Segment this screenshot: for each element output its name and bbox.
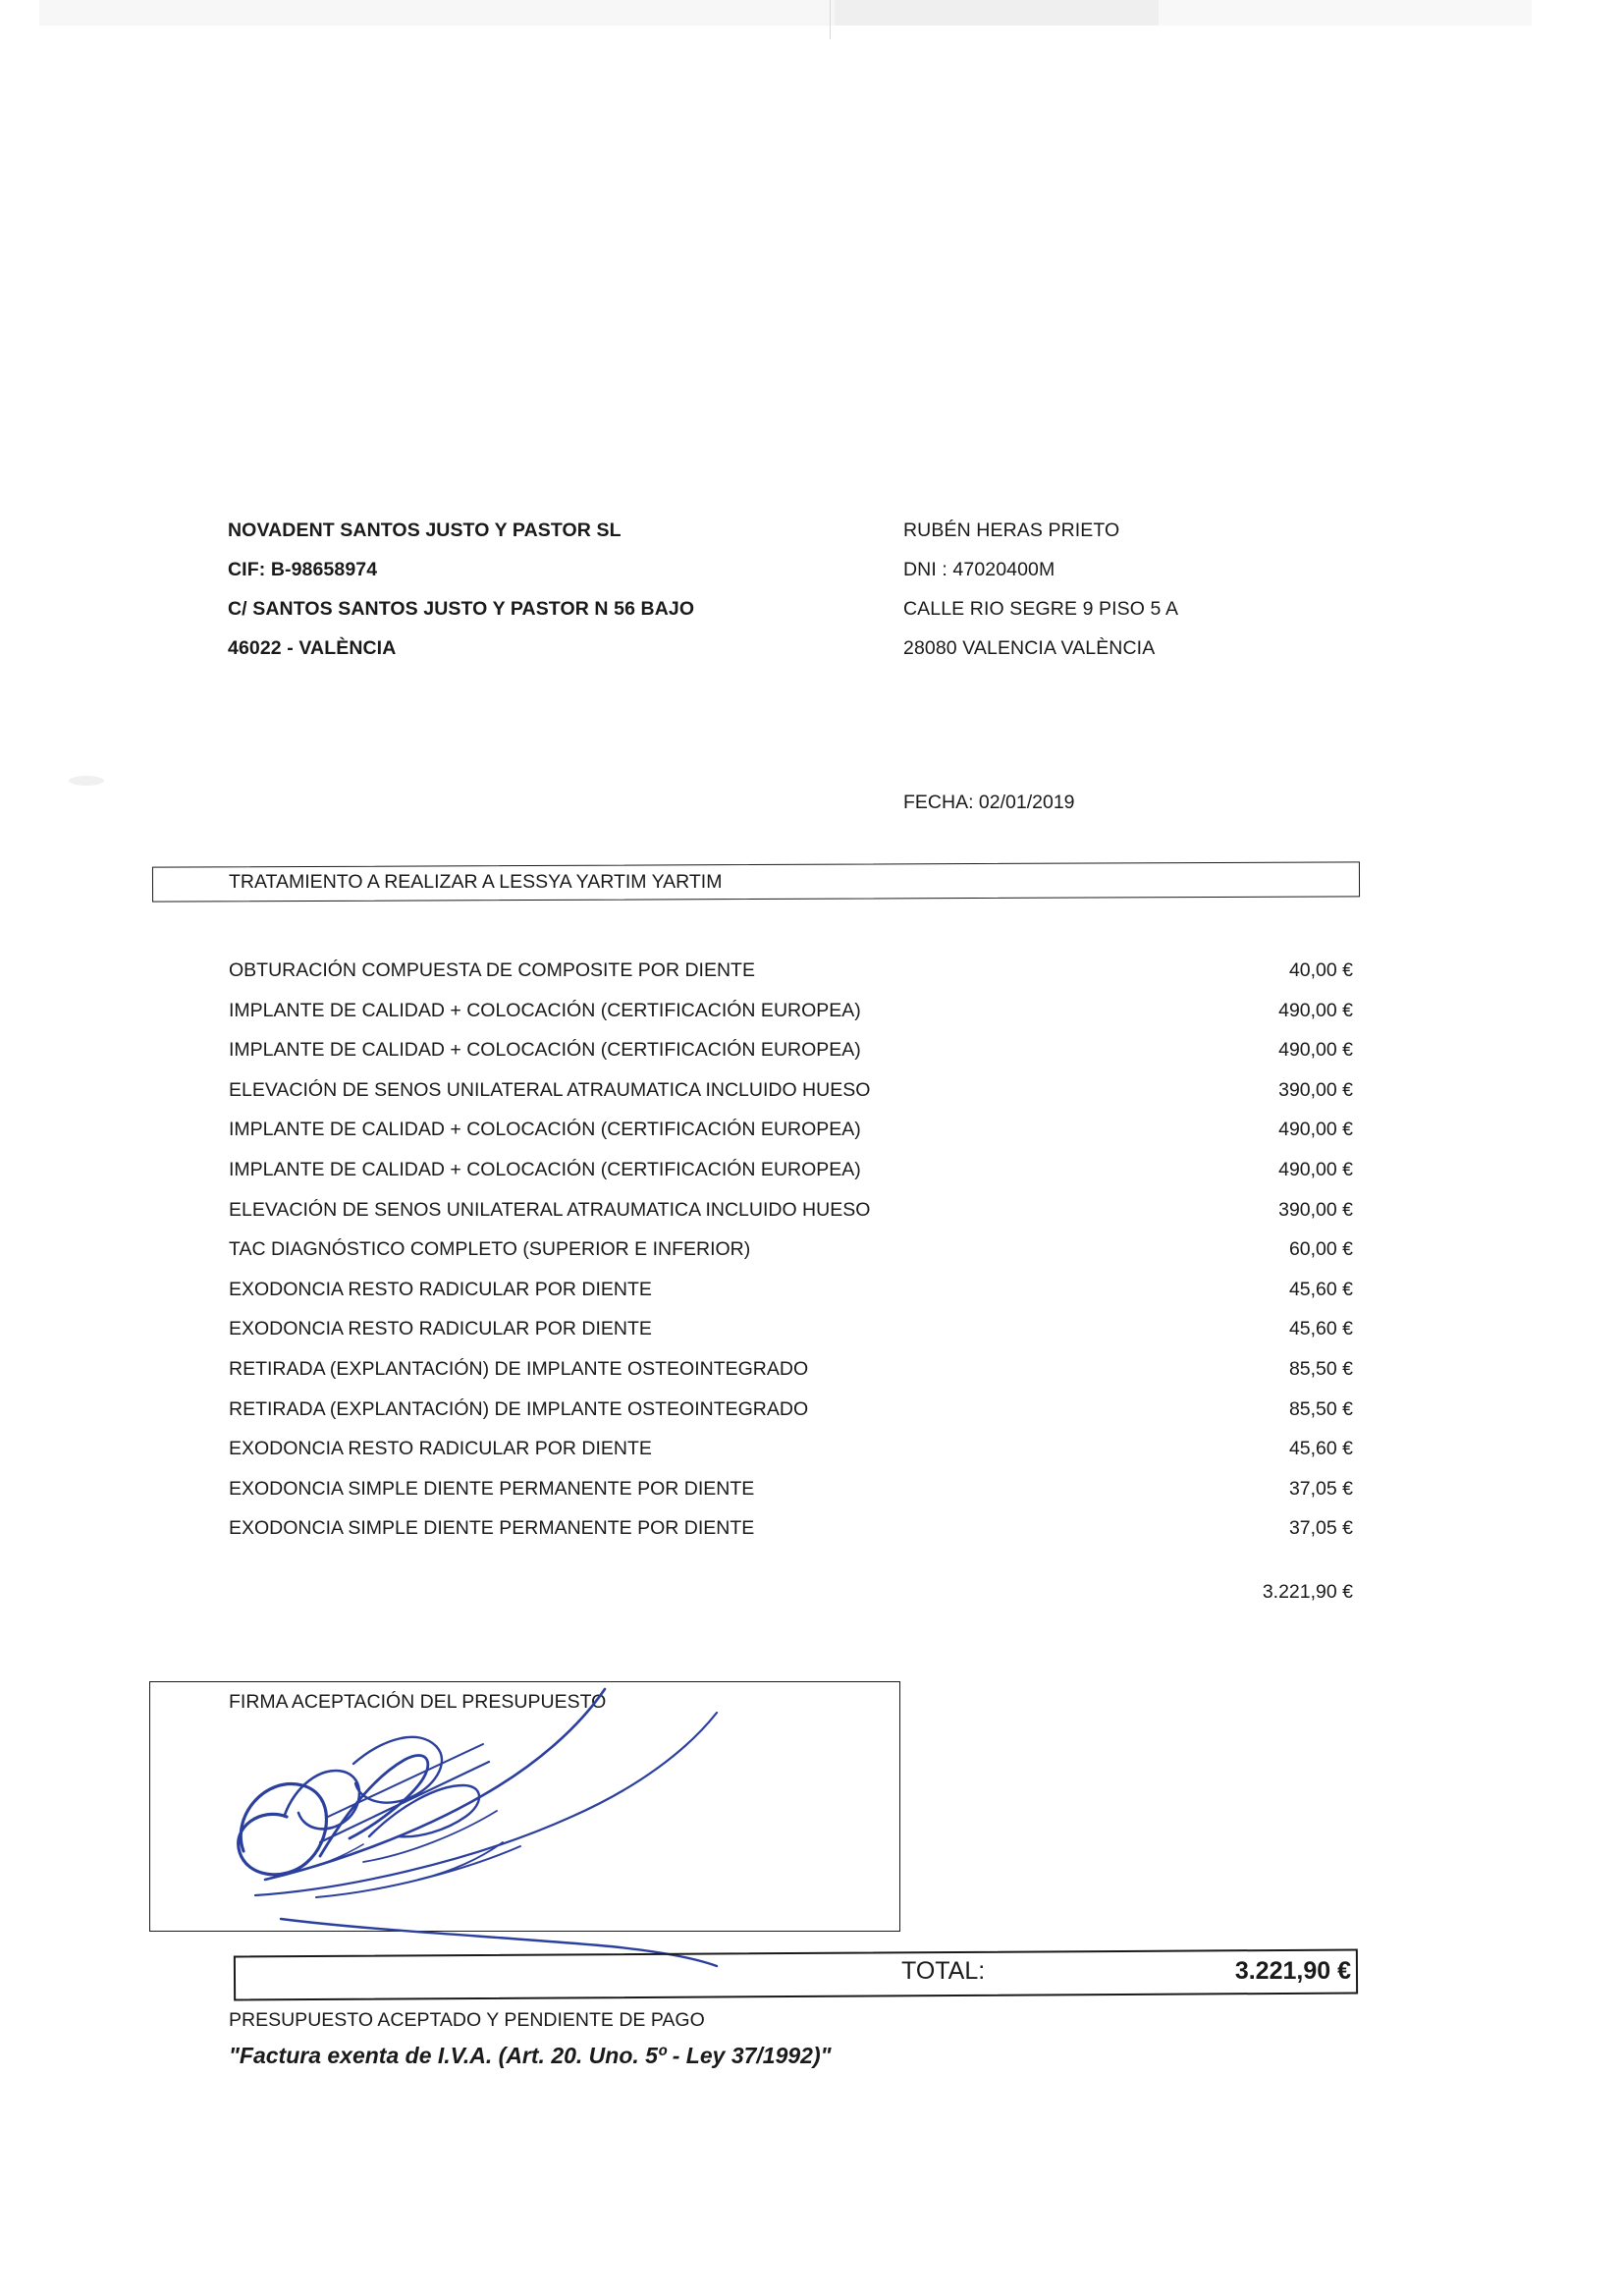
client-dni: DNI : 47020400M xyxy=(903,559,1055,580)
treatment-item-price: 490,00 € xyxy=(1278,1158,1353,1180)
treatment-item-row xyxy=(229,1190,1353,1230)
issuer-address: C/ SANTOS SANTOS JUSTO Y PASTOR N 56 BAJO xyxy=(228,598,695,620)
treatment-item-price: 85,50 € xyxy=(1288,1397,1353,1420)
issuer-cif: CIF: B-98658974 xyxy=(228,559,378,580)
client-city: 28080 VALENCIA VALÈNCIA xyxy=(903,637,1156,659)
treatment-item-description: RETIRADA (EXPLANTACIÓN) DE IMPLANTE OSTEOINTEGRADO xyxy=(229,1397,809,1420)
treatment-item-price: 490,00 € xyxy=(1278,1039,1353,1062)
treatment-item-description: IMPLANTE DE CALIDAD + COLOCACIÓN (CERTIFICACIÓN EUROPEA) xyxy=(229,1158,861,1180)
treatment-item-description: IMPLANTE DE CALIDAD + COLOCACIÓN (CERTIFICACIÓN EUROPEA) xyxy=(229,1119,861,1141)
vat-exempt-note: "Factura exenta de I.V.A. (Art. 20. Uno. 5º - Ley 37/1992)" xyxy=(229,2043,832,2068)
treatment-item-price: 490,00 € xyxy=(1278,1119,1353,1141)
treatment-item-row xyxy=(229,1469,1353,1509)
treatment-item-price: 45,60 € xyxy=(1288,1438,1353,1460)
treatment-item-price: 390,00 € xyxy=(1278,1198,1353,1221)
treatment-item-price: 85,50 € xyxy=(1288,1357,1353,1380)
treatment-item-price: 37,05 € xyxy=(1288,1517,1353,1540)
treatment-item-description: IMPLANTE DE CALIDAD + COLOCACIÓN (CERTIFICACIÓN EUROPEA) xyxy=(229,1039,861,1062)
treatment-item-description: EXODONCIA SIMPLE DIENTE PERMANENTE POR DIENTE xyxy=(229,1477,755,1500)
client-block xyxy=(903,511,1178,668)
document-date: FECHA: 02/01/2019 xyxy=(903,792,1075,813)
issuer-name: NOVADENT SANTOS JUSTO Y PASTOR SL xyxy=(228,519,622,541)
treatment-item-price: 45,60 € xyxy=(1288,1318,1353,1340)
treatment-item-row xyxy=(229,1030,1353,1070)
treatment-item-price: 40,00 € xyxy=(1288,959,1353,981)
issuer-block xyxy=(228,511,694,668)
total-value: 3.221,90 € xyxy=(1234,1957,1351,1985)
treatment-item-description: RETIRADA (EXPLANTACIÓN) DE IMPLANTE OSTEOINTEGRADO xyxy=(229,1357,809,1380)
total-label: TOTAL: xyxy=(901,1957,986,1985)
treatment-item-description: EXODONCIA RESTO RADICULAR POR DIENTE xyxy=(229,1438,652,1460)
treatment-item-row xyxy=(229,951,1353,991)
treatment-items-list xyxy=(229,951,1353,1549)
treatment-item-row xyxy=(229,1110,1353,1150)
treatment-item-description: OBTURACIÓN COMPUESTA DE COMPOSITE POR DIENTE xyxy=(229,959,755,981)
treatment-item-row xyxy=(229,1230,1353,1270)
payment-status-note: PRESUPUESTO ACEPTADO Y PENDIENTE DE PAGO xyxy=(229,2009,705,2031)
treatment-item-row xyxy=(229,1508,1353,1549)
client-name: RUBÉN HERAS PRIETO xyxy=(903,519,1120,541)
treatment-item-description: ELEVACIÓN DE SENOS UNILATERAL ATRAUMATICA INCLUIDO HUESO xyxy=(229,1078,871,1101)
treatment-item-description: EXODONCIA SIMPLE DIENTE PERMANENTE POR DIENTE xyxy=(229,1517,755,1540)
treatment-item-price: 37,05 € xyxy=(1288,1477,1353,1500)
signature-label: FIRMA ACEPTACIÓN DEL PRESUPUESTO xyxy=(229,1691,607,1713)
treatment-item-price: 490,00 € xyxy=(1278,999,1353,1021)
client-address: CALLE RIO SEGRE 9 PISO 5 A xyxy=(903,598,1179,620)
signature-box xyxy=(149,1681,900,1932)
issuer-city: 46022 - VALÈNCIA xyxy=(228,637,397,659)
treatment-title: TRATAMIENTO A REALIZAR A LESSYA YARTIM YARTIM xyxy=(229,871,723,893)
treatment-item-row xyxy=(229,1349,1353,1390)
treatment-item-description: IMPLANTE DE CALIDAD + COLOCACIÓN (CERTIFICACIÓN EUROPEA) xyxy=(229,999,861,1021)
treatment-item-price: 45,60 € xyxy=(1288,1278,1353,1300)
treatment-item-price: 60,00 € xyxy=(1288,1238,1353,1261)
treatment-item-description: EXODONCIA RESTO RADICULAR POR DIENTE xyxy=(229,1278,652,1300)
treatment-item-row xyxy=(229,1070,1353,1111)
treatment-item-description: ELEVACIÓN DE SENOS UNILATERAL ATRAUMATICA INCLUIDO HUESO xyxy=(229,1198,871,1221)
treatment-item-row xyxy=(229,1429,1353,1469)
treatment-item-row xyxy=(229,1309,1353,1349)
treatment-item-description: EXODONCIA RESTO RADICULAR POR DIENTE xyxy=(229,1318,652,1340)
treatment-item-price: 390,00 € xyxy=(1278,1078,1353,1101)
treatment-item-row xyxy=(229,1270,1353,1310)
treatment-item-description: TAC DIAGNÓSTICO COMPLETO (SUPERIOR E INFERIOR) xyxy=(229,1238,751,1261)
treatment-item-row xyxy=(229,1390,1353,1430)
subtotal-value: 3.221,90 € xyxy=(1262,1581,1353,1603)
treatment-item-row xyxy=(229,991,1353,1031)
treatment-item-row xyxy=(229,1150,1353,1190)
